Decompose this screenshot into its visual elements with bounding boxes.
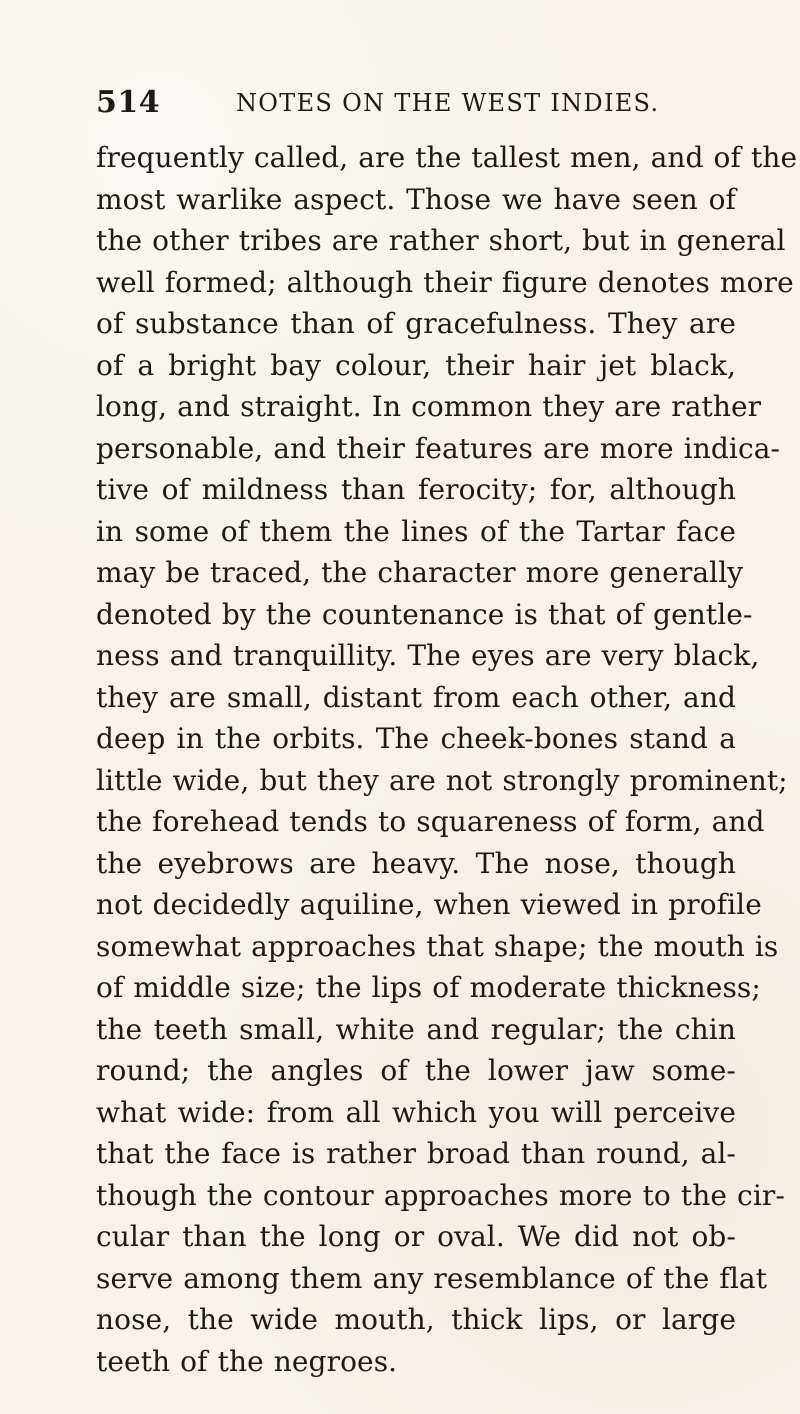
text-line: they are small, distant from each other, and [96,680,736,714]
text-line: not decidedly aquiline, when viewed in profile [96,888,762,921]
text-line: denoted by the countenance is that of gentle- [96,597,753,631]
text-line: in some of them the lines of the Tartar face [96,514,736,548]
text-line: of middle size; the lips of moderate thickness; [96,971,761,1004]
text-line: though the contour approaches more to the cir- [96,1178,785,1212]
text-line: of substance than of gracefulness. They are [96,307,736,340]
text-line: nose, the wide mouth, thick lips, or large [96,1303,736,1336]
body-text [96,137,798,1382]
text-line: of a bright bay colour, their hair jet black, [96,348,736,382]
text-line: personable, and their features are more indica- [96,431,781,465]
running-head: NOTES ON THE WEST INDIES. [236,89,660,117]
text-line: serve among them any resemblance of the flat [96,1261,768,1295]
text-line: ness and tranquillity. The eyes are very black, [96,639,760,672]
text-line: the forehead tends to squareness of form, and [96,805,765,838]
page-number: 514 [96,85,161,120]
text-line: frequently called, are the tallest men, and of the [96,141,798,174]
page-header [96,85,736,128]
text-line: may be traced, the character more generally [96,556,744,589]
text-line: the other tribes are rather short, but in general [96,224,786,257]
text-line: round; the angles of the lower jaw some- [96,1054,736,1087]
text-line: long, and straight. In common they are rather [96,390,762,423]
text-line: tive of mildness than ferocity; for, although [96,473,736,506]
text-line: that the face is rather broad than round, al- [96,1137,736,1170]
text-line: what wide: from all which you will perceive [96,1095,736,1129]
text-line: well formed; although their figure denotes more [96,265,794,299]
text-line: little wide, but they are not strongly prominent; [96,763,788,797]
text-line: deep in the orbits. The cheek-bones stand a [96,722,736,755]
text-line: most warlike aspect. Those we have seen of [96,182,736,216]
text-line: teeth of the negroes. [96,1344,398,1378]
text-line: somewhat approaches that shape; the mouth is [96,929,779,963]
text-line: the eyebrows are heavy. The nose, though [96,846,736,880]
text-line: cular than the long or oval. We did not ob- [96,1220,736,1253]
text-line: the teeth small, white and regular; the chin [96,1012,736,1046]
